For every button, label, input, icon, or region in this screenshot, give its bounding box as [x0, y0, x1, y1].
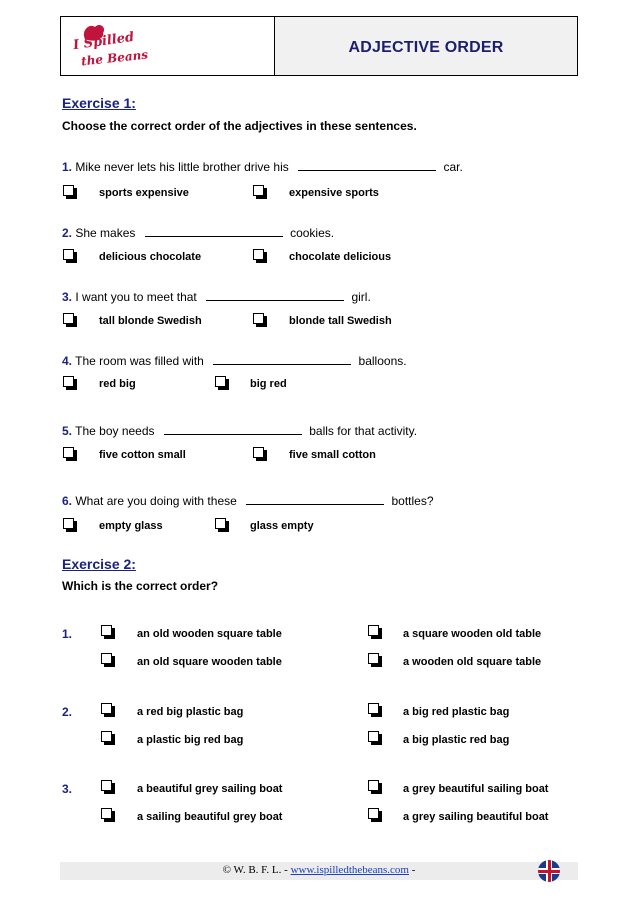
answer-blank[interactable]: [246, 493, 384, 505]
option-a: tall blonde Swedish: [99, 315, 202, 327]
question-text-after: balls for that activity.: [309, 424, 418, 438]
option-c: a sailing beautiful grey boat: [137, 811, 283, 823]
footer-bar: [60, 862, 578, 880]
question-text-before: What are you doing with these: [75, 494, 237, 508]
footer-copyright: © W. B. F. L. -: [222, 864, 291, 876]
checkbox-icon[interactable]: [253, 249, 264, 260]
checkbox-icon[interactable]: [368, 780, 379, 791]
checkbox-icon[interactable]: [368, 731, 379, 742]
checkbox-icon[interactable]: [63, 518, 74, 529]
question-text-before: The room was filled with: [75, 354, 204, 368]
option-c: an old square wooden table: [137, 656, 282, 668]
checkbox-icon[interactable]: [253, 185, 264, 196]
question-number: 2.: [62, 226, 73, 240]
question-text-before: Mike never lets his little brother drive his: [75, 160, 289, 174]
option-b: blonde tall Swedish: [289, 315, 392, 327]
option-b: a big red plastic bag: [403, 706, 510, 718]
question-number: 5.: [62, 424, 73, 438]
footer-suffix: -: [409, 864, 416, 876]
option-b: a square wooden old table: [403, 628, 542, 640]
checkbox-icon[interactable]: [63, 249, 74, 260]
checkbox-icon[interactable]: [253, 447, 264, 458]
footer-link[interactable]: www.ispilledthebeans.com: [290, 864, 409, 876]
header-box: [60, 16, 578, 76]
logo-text-top: I Spilled: [72, 29, 136, 54]
option-d: a wooden old square table: [403, 656, 542, 668]
option-b: chocolate delicious: [289, 251, 392, 263]
question-text-after: balloons.: [358, 354, 407, 368]
checkbox-icon[interactable]: [368, 625, 379, 636]
ex2-question-number: 3.: [62, 782, 73, 796]
ex1-question-2: [62, 225, 334, 240]
option-d: a big plastic red bag: [403, 734, 510, 746]
answer-blank[interactable]: [206, 289, 344, 301]
exercise-2-title: Exercise 2:: [62, 556, 136, 572]
option-a: empty glass: [99, 520, 163, 532]
ex1-question-5: [62, 423, 417, 438]
checkbox-icon[interactable]: [215, 376, 226, 387]
ex1-question-1: [62, 159, 463, 174]
option-a: sports expensive: [99, 187, 189, 199]
footer-text: [60, 864, 578, 876]
option-a: delicious chocolate: [99, 251, 202, 263]
option-a: five cotton small: [99, 449, 186, 461]
uk-flag-icon: [538, 860, 560, 882]
page-title: ADJECTIVE ORDER: [348, 39, 504, 56]
ex2-question-number: 1.: [62, 627, 73, 641]
checkbox-icon[interactable]: [101, 625, 112, 636]
question-text-after: girl.: [351, 290, 371, 304]
question-text-after: cookies.: [290, 226, 335, 240]
option-b: five small cotton: [289, 449, 376, 461]
option-b: expensive sports: [289, 187, 379, 199]
answer-blank[interactable]: [213, 353, 351, 365]
option-b: a grey beautiful sailing boat: [403, 783, 549, 795]
checkbox-icon[interactable]: [63, 185, 74, 196]
checkbox-icon[interactable]: [101, 653, 112, 664]
checkbox-icon[interactable]: [101, 703, 112, 714]
option-a: a beautiful grey sailing boat: [137, 783, 283, 795]
checkbox-icon[interactable]: [368, 653, 379, 664]
checkbox-icon[interactable]: [368, 703, 379, 714]
option-b: big red: [250, 378, 287, 390]
ex1-question-6: [62, 493, 434, 508]
option-b: glass empty: [250, 520, 314, 532]
checkbox-icon[interactable]: [368, 808, 379, 819]
question-number: 4.: [62, 354, 73, 368]
answer-blank[interactable]: [298, 159, 436, 171]
question-text-after: bottles?: [391, 494, 434, 508]
answer-blank[interactable]: [145, 225, 283, 237]
ex2-question-number: 2.: [62, 705, 73, 719]
checkbox-icon[interactable]: [101, 731, 112, 742]
question-number: 1.: [62, 160, 73, 174]
checkbox-icon[interactable]: [63, 313, 74, 324]
exercise-2-instruction: Which is the correct order?: [62, 579, 219, 593]
checkbox-icon[interactable]: [63, 447, 74, 458]
title-cell: [275, 17, 577, 75]
checkbox-icon[interactable]: [101, 808, 112, 819]
ex1-question-3: [62, 289, 371, 304]
option-a: a red big plastic bag: [137, 706, 244, 718]
question-text-after: car.: [443, 160, 463, 174]
option-a: an old wooden square table: [137, 628, 282, 640]
logo-text-bottom: the Beans: [80, 47, 149, 69]
question-text-before: She makes: [75, 226, 136, 240]
ex1-question-4: [62, 353, 407, 368]
exercise-1-title: Exercise 1:: [62, 95, 136, 111]
question-number: 6.: [62, 494, 73, 508]
checkbox-icon[interactable]: [215, 518, 226, 529]
question-number: 3.: [62, 290, 73, 304]
site-logo: [69, 21, 149, 73]
question-text-before: The boy needs: [75, 424, 155, 438]
checkbox-icon[interactable]: [63, 376, 74, 387]
option-c: a plastic big red bag: [137, 734, 244, 746]
option-d: a grey sailing beautiful boat: [403, 811, 549, 823]
answer-blank[interactable]: [164, 423, 302, 435]
exercise-1-instruction: Choose the correct order of the adjectives in these sentences.: [62, 119, 417, 133]
question-text-before: I want you to meet that: [75, 290, 197, 304]
option-a: red big: [99, 378, 136, 390]
checkbox-icon[interactable]: [101, 780, 112, 791]
checkbox-icon[interactable]: [253, 313, 264, 324]
